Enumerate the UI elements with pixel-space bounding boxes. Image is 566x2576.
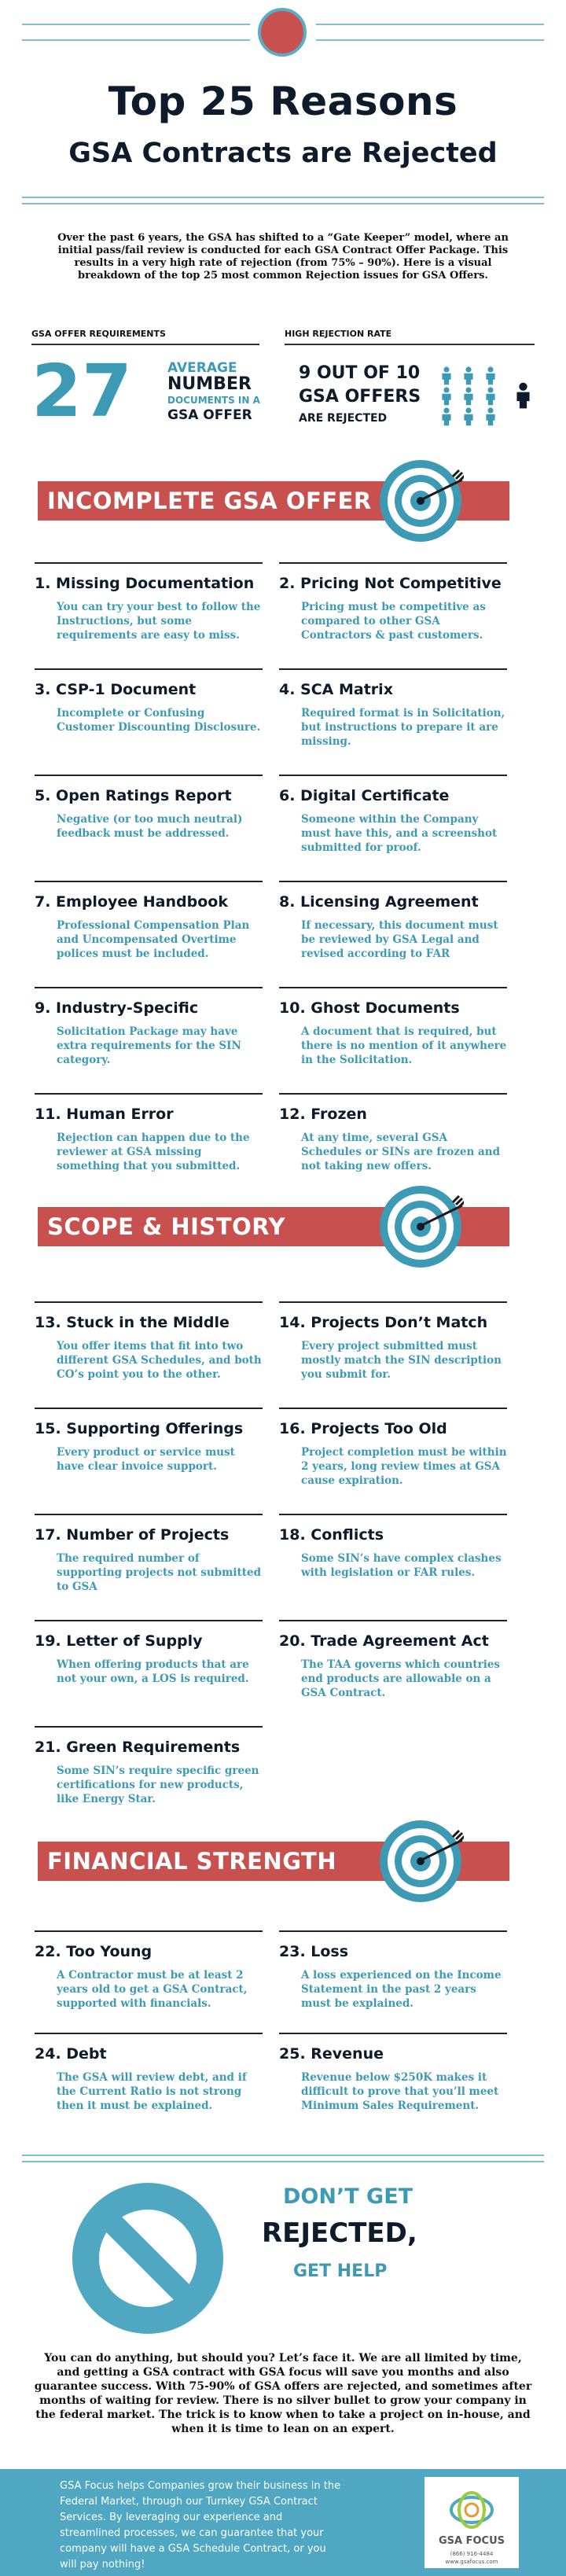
title-line-1: Top 25 Reasons [108, 79, 458, 124]
reason-title: 3. CSP-1 Document [35, 681, 197, 698]
reason-desc: At any time, several GSA Schedules or SINs are frozen and not taking new offers. [301, 1132, 501, 1172]
reason-item [35, 987, 263, 1067]
section-title-scope: SCOPE & HISTORY [47, 1213, 285, 1240]
section-title-financial: FINANCIAL STRENGTH [47, 1848, 337, 1875]
title-rule-1 [22, 197, 544, 198]
rejection-label: HIGH REJECTION RATE [285, 329, 392, 339]
people-icon-grid [432, 363, 542, 426]
reason-item [35, 668, 263, 734]
section-title-incomplete: INCOMPLETE GSA OFFER [47, 488, 372, 514]
person-icon [464, 366, 472, 385]
reason-desc: Every product or service must have clear invoice support. [57, 1446, 235, 1473]
logo-mark-icon [448, 2488, 495, 2532]
reason-item [35, 1408, 263, 1474]
reason-title: 18. Conflicts [279, 1526, 384, 1544]
reason-title: 17. Number of Projects [35, 1526, 230, 1544]
requirements-rule [31, 344, 259, 345]
reason-item [35, 1514, 263, 1594]
reason-item [35, 1930, 263, 2011]
reason-item [35, 881, 263, 961]
intro-paragraph: Over the past 6 years, the GSA has shifted to a “Gate Keeper” model, where an initial pass/fail review is conducted for each GSA Contract Offer Package. This results in a very high rate of rejection (from 75% – 90%). Here is a visual breakdown of the top 25 most common Rejection issues for GSA Offers. [57, 232, 509, 282]
footer [0, 2469, 566, 2576]
reason-desc: Incomplete or Confusing Customer Discounting Disclosure. [57, 707, 261, 734]
rejection-line-1: 9 OUT OF 10 [299, 363, 421, 383]
rejection-line-2: GSA OFFERS [299, 387, 421, 407]
reason-item [35, 2033, 263, 2113]
reason-title: 9. Industry-Specific [35, 999, 199, 1017]
cta-rule-2 [22, 2161, 544, 2162]
reason-title: 14. Projects Don’t Match [279, 1314, 488, 1331]
reason-desc: Project completion must be within 2 years, long review times at GSA cause expiration. [301, 1446, 507, 1487]
header-rule-left-2 [22, 39, 250, 41]
reason-desc: If necessary, this document must be reviewed by GSA Legal and revised according to FAR [301, 919, 498, 960]
reason-desc: Someone within the Company must have this, and a screenshot submitted for proof. [301, 813, 498, 854]
reason-item [279, 1514, 507, 1580]
reason-item [35, 1093, 263, 1173]
reason-desc: Negative (or too much neutral) feedback must be addressed. [57, 813, 243, 840]
header-rule-right-2 [316, 39, 544, 41]
avg-line-2: NUMBER [167, 374, 252, 394]
reason-title: 4. SCA Matrix [279, 681, 393, 698]
reason-item [279, 881, 507, 961]
reason-item [35, 1301, 263, 1382]
reason-desc: A Contractor must be at least 2 years old to get a GSA Contract, supported with financials. [57, 1969, 248, 2010]
reason-desc: The TAA governs which countries end products are allowable on a GSA Contract. [301, 1658, 501, 1699]
reason-item [35, 1726, 263, 1806]
reason-item [279, 2033, 507, 2113]
reason-title: 19. Letter of Supply [35, 1632, 203, 1650]
target-icon [377, 458, 464, 544]
reason-desc: Solicitation Package may have extra requirements for the SIN category. [57, 1025, 241, 1066]
reason-title: 11. Human Error [35, 1106, 174, 1123]
reason-title: 15. Supporting Offerings [35, 1420, 244, 1437]
reason-desc: You offer items that fit into two different GSA Schedules, and both CO’s point you to the other. [57, 1340, 262, 1381]
logo-name: GSA FOCUS [438, 2535, 505, 2547]
reason-desc: When offering products that are not your own, a LOS is required. [57, 1658, 249, 1685]
reason-title: 20. Trade Agreement Act [279, 1632, 489, 1650]
reason-title: 2. Pricing Not Competitive [279, 575, 502, 592]
rejection-line-3: ARE REJECTED [299, 412, 388, 425]
reason-desc: Revenue below $250K makes it difficult to prove that you’ll meet Minimum Sales Requirement. [301, 2071, 499, 2112]
reason-desc: Professional Compensation Plan and Uncompensated Overtime polices must be included. [57, 919, 250, 960]
reason-item [279, 1930, 507, 2011]
person-icon [486, 366, 494, 385]
reason-desc: Every project submitted must mostly match the SIN description you submit for. [301, 1340, 502, 1381]
header-circle-ornament [258, 8, 307, 57]
reason-desc: A document that is required, but there is no mention of it anywhere in the Solicitation. [301, 1025, 507, 1066]
title-rule-2 [22, 203, 544, 204]
title-line-2: GSA Contracts are Rejected [68, 138, 498, 169]
reason-desc: Required format is in Solicitation, but instructions to prepare it are missing. [301, 707, 505, 748]
reason-desc: A loss experienced on the Income Statement in the past 2 years must be explained. [301, 1969, 502, 2010]
reason-item [279, 775, 507, 855]
cta-line-1: DON’T GET [283, 2184, 413, 2209]
reason-item [279, 987, 507, 1067]
reason-title: 12. Frozen [279, 1106, 367, 1123]
reason-title: 8. Licensing Agreement [279, 893, 479, 911]
target-icon [377, 1183, 464, 1270]
reason-title: 25. Revenue [279, 2045, 384, 2063]
reason-item [35, 775, 263, 841]
reason-item [279, 1408, 507, 1488]
reason-title: 6. Digital Certificate [279, 787, 450, 804]
reason-title: 5. Open Ratings Report [35, 787, 232, 804]
cta-rule-1 [22, 2155, 544, 2156]
header-rule-right-1 [316, 24, 544, 25]
person-icon [516, 383, 529, 409]
reason-desc: The GSA will review debt, and if the Current Ratio is not strong then it must be explained. [57, 2071, 247, 2112]
prohibited-icon [69, 2180, 226, 2337]
reason-item [35, 1620, 263, 1686]
cta-line-2: REJECTED, [262, 2217, 417, 2249]
avg-line-4: GSA OFFER [167, 407, 252, 423]
reason-title: 13. Stuck in the Middle [35, 1314, 230, 1331]
header-rule-left-1 [22, 24, 250, 25]
reason-desc: You can try your best to follow the Instructions, but some requirements are easy to miss. [57, 601, 261, 642]
reason-title: 24. Debt [35, 2045, 107, 2063]
avg-line-3: DOCUMENTS IN A [167, 395, 260, 406]
reason-title: 7. Employee Handbook [35, 893, 228, 911]
logo-phone: (866) 916-4484 [450, 2551, 494, 2557]
requirements-label: GSA OFFER REQUIREMENTS [31, 329, 166, 339]
reason-title: 22. Too Young [35, 1943, 153, 1960]
person-icon [486, 407, 494, 425]
reason-title: 10. Ghost Documents [279, 999, 460, 1017]
reason-desc: Pricing must be competitive as compared to other GSA Contractors & past customers. [301, 601, 486, 642]
requirements-number: 27 [31, 349, 133, 433]
person-icon [464, 387, 472, 405]
reason-desc: The required number of supporting projects not submitted to GSA [57, 1552, 262, 1593]
reason-title: 23. Loss [279, 1943, 349, 1960]
person-icon [442, 407, 450, 425]
reason-desc: Some SIN’s require specific green certifications for new products, like Energy Star. [57, 1765, 259, 1805]
reason-item [35, 562, 263, 642]
reason-desc: Rejection can happen due to the reviewer at GSA missing something that you submitted. [57, 1132, 250, 1172]
person-icon [442, 387, 450, 405]
reason-item [279, 562, 507, 642]
reason-title: 21. Green Requirements [35, 1739, 241, 1756]
person-icon [442, 366, 450, 385]
reason-desc: Some SIN’s have complex clashes with legislation or FAR rules. [301, 1552, 502, 1579]
reason-item [279, 668, 507, 749]
avg-line-1: AVERAGE [167, 360, 237, 376]
reason-item [279, 1301, 507, 1382]
gsa-focus-logo [424, 2477, 519, 2568]
rejection-rule [285, 344, 535, 345]
target-icon [377, 1818, 464, 1904]
cta-line-3: GET HELP [293, 2261, 388, 2281]
closing-paragraph: You can do anything, but should you? Let’s face it. We are all limited by time, and getting a GSA contract with GSA focus will save you months and also guarantee success. With 75-90% of GSA offers are rejected, and sometimes after months of waiting for review. There is no silver bullet to grow your company in the federal market. The trick is to know when to take a project on in-house, and when it is time to lean on an expert. [34, 2352, 532, 2435]
logo-website[interactable]: www.gsafocus.com [445, 2559, 498, 2565]
reason-item [279, 1620, 507, 1700]
reason-title: 16. Projects Too Old [279, 1420, 447, 1437]
reason-title: 1. Missing Documentation [35, 575, 255, 592]
reason-item [279, 1093, 507, 1173]
footer-text: GSA Focus helps Companies grow their business in the Federal Market, through our Turnkey GSA Contract Services. By leveraging our experience and streamlined processes, we can guarantee that your company will have a GSA Schedule Contract, or you will pay nothing! [60, 2480, 341, 2570]
person-icon [486, 387, 494, 405]
person-icon [464, 407, 472, 425]
